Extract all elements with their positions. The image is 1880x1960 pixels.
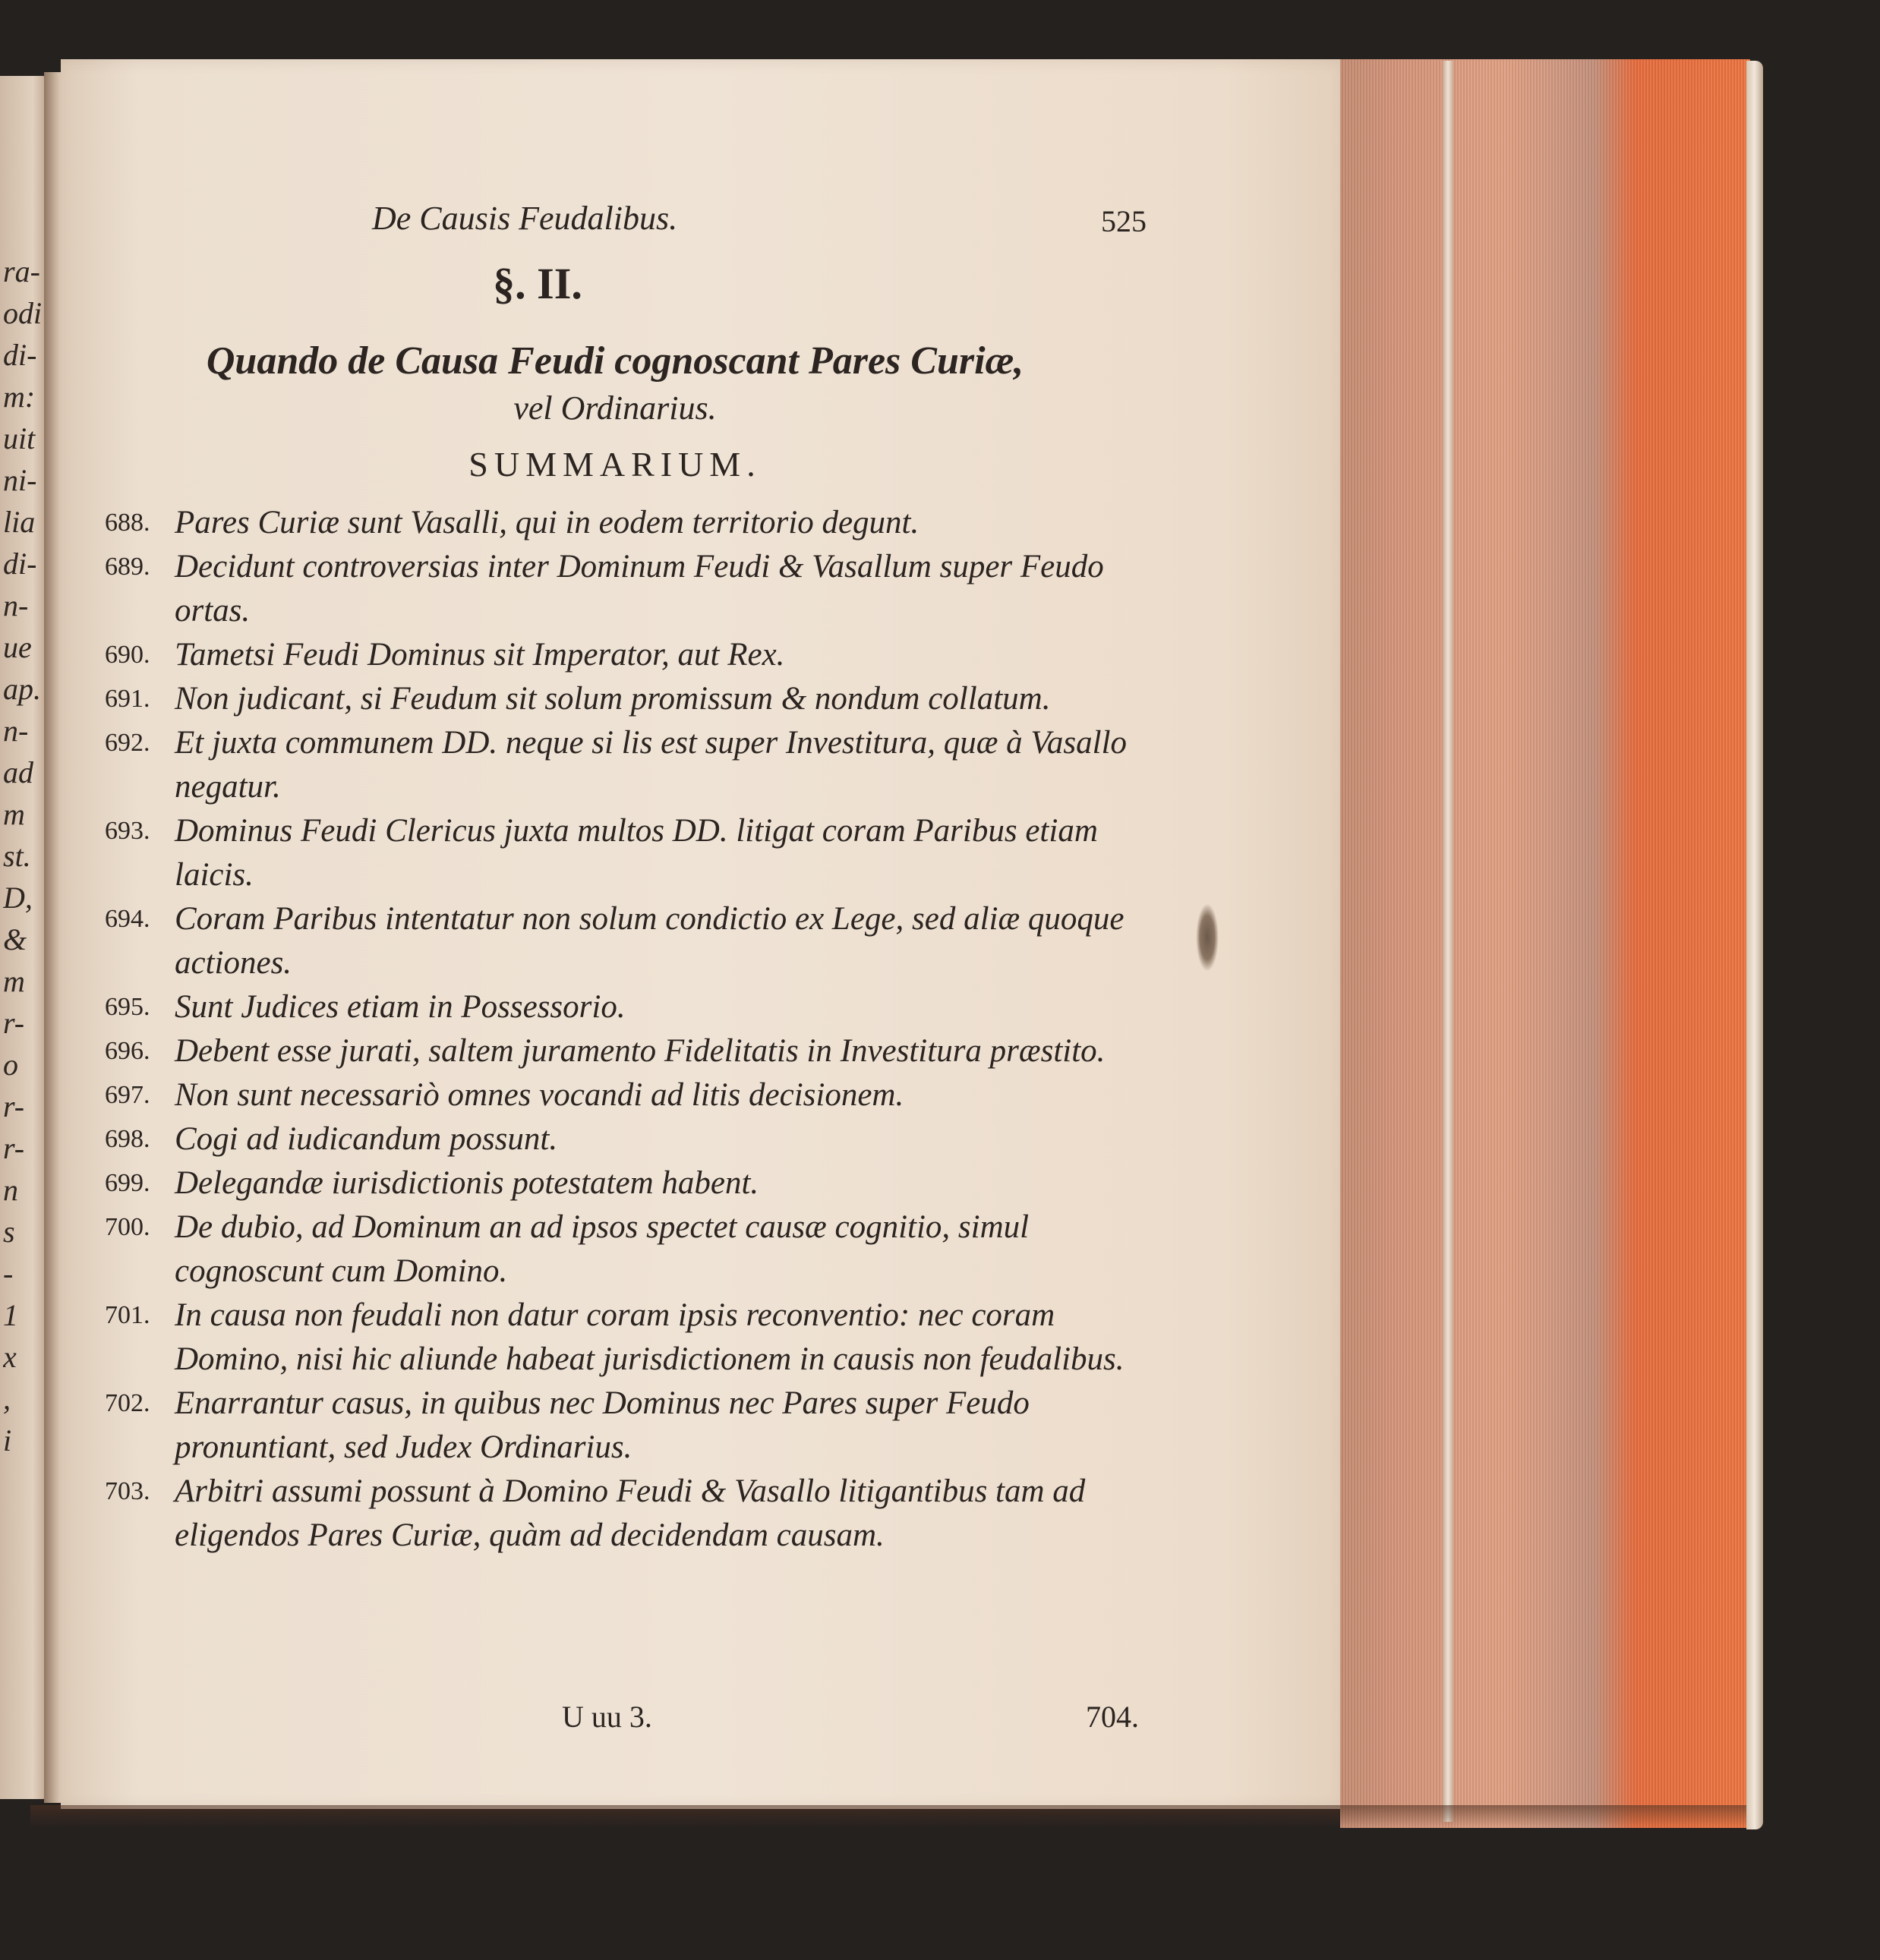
summarium-title: SUMMARIUM.: [468, 445, 762, 484]
section-subheading: vel Ordinarius.: [513, 389, 717, 427]
entry-number: 692.: [105, 729, 150, 757]
list-item: [105, 721, 1137, 809]
entry-number: 699.: [105, 1169, 150, 1197]
entry-number: 702.: [105, 1389, 150, 1417]
list-item: [105, 545, 1137, 633]
catchword: 704.: [1086, 1700, 1139, 1734]
book-shadow: [30, 1805, 1746, 1828]
list-item: [105, 501, 1137, 545]
list-item: [105, 1382, 1137, 1470]
left-page-edge-text: ra- odi di- m: uit ni- lia di- n- ue ap. n- ad m st. D, & m r- o r- r- n s - 1 x , i: [3, 254, 43, 1457]
left-page-fragment: [0, 76, 47, 1799]
entry-text: Arbitri assumi possunt à Domino Feudi & Vasallo litigantibus tam ad eligendos Pares Curiæ, quàm ad decidendam causam.: [175, 1473, 1086, 1553]
entry-text: Sunt Judices etiam in Possessorio.: [175, 989, 626, 1025]
entry-number: 701.: [105, 1301, 150, 1329]
entry-number: 703.: [105, 1477, 150, 1505]
list-item: [105, 1117, 1137, 1161]
entry-text: Dominus Feudi Clericus juxta multos DD. litigat coram Paribus etiam laicis.: [175, 813, 1098, 893]
list-item: [105, 985, 1137, 1029]
list-item: [105, 897, 1137, 985]
list-item: [105, 1294, 1137, 1382]
section-mark: §. II.: [493, 259, 582, 308]
entry-number: 695.: [105, 993, 150, 1021]
entry-text: Decidunt controversias inter Dominum Feudi & Vasallum super Feudo ortas.: [175, 549, 1104, 629]
page-footer: [562, 1699, 1139, 1744]
entry-text: Pares Curiæ sunt Vasalli, qui in eodem territorio degunt.: [175, 505, 919, 540]
signature-mark: U uu 3.: [562, 1700, 652, 1734]
entry-text: Et juxta communem DD. neque si lis est super Investitura, quæ à Vasallo negatur.: [175, 725, 1128, 805]
entry-text: De dubio, ad Dominum an ad ipsos spectet causæ cognitio, simul cognoscunt cum Domino.: [175, 1209, 1030, 1289]
entry-text: Enarrantur casus, in quibus nec Dominus nec Pares super Feudo pronuntiant, sed Judex Ordinarius.: [175, 1385, 1030, 1465]
summary-list: [105, 501, 1137, 1558]
entry-text: Delegandæ iurisdictionis potestatem habent.: [175, 1165, 759, 1201]
running-title: De Causis Feudalibus.: [372, 200, 678, 237]
section-heading: Quando de Causa Feudi cognoscant Pares Curiæ,: [206, 339, 1024, 383]
entry-number: 700.: [105, 1213, 150, 1241]
entry-number: 698.: [105, 1125, 150, 1153]
entry-number: 697.: [105, 1081, 150, 1109]
page-number: 525: [1101, 204, 1147, 238]
entry-number: 693.: [105, 817, 150, 845]
list-item: [105, 809, 1137, 897]
list-item: [105, 1205, 1137, 1294]
entry-text: Cogi ad iudicandum possunt.: [175, 1121, 558, 1157]
list-item: [105, 1029, 1137, 1073]
page-edges: [1340, 59, 1750, 1828]
entry-text: Tametsi Feudi Dominus sit Imperator, aut Rex.: [175, 637, 785, 673]
running-head: [372, 199, 1147, 244]
entry-text: Non sunt necessariò omnes vocandi ad litis decisionem.: [175, 1077, 904, 1113]
paper-stain: [1196, 903, 1219, 972]
entry-text: Debent esse jurati, saltem juramento Fidelitatis in Investitura præstito.: [175, 1033, 1106, 1069]
page-edge-divider: [1443, 61, 1453, 1822]
entry-number: 688.: [105, 509, 150, 537]
entry-number: 694.: [105, 905, 150, 933]
list-item: [105, 1161, 1137, 1205]
entry-text: Coram Paribus intentatur non solum condictio ex Lege, sed aliæ quoque actiones.: [175, 901, 1125, 981]
entry-text: In causa non feudali non datur coram ipsis reconventio: nec coram Domino, nisi hic aliunde habeat jurisdictionem in causis non feudalibus.: [175, 1297, 1125, 1377]
list-item: [105, 677, 1137, 721]
entry-number: 689.: [105, 553, 150, 581]
entry-number: 691.: [105, 685, 150, 713]
list-item: [105, 633, 1137, 677]
entry-number: 696.: [105, 1037, 150, 1065]
book-cover-edge: [1746, 61, 1763, 1829]
list-item: [105, 1073, 1137, 1117]
entry-text: Non judicant, si Feudum sit solum promissum & nondum collatum.: [175, 681, 1051, 717]
entry-number: 690.: [105, 641, 150, 669]
list-item: [105, 1470, 1137, 1558]
